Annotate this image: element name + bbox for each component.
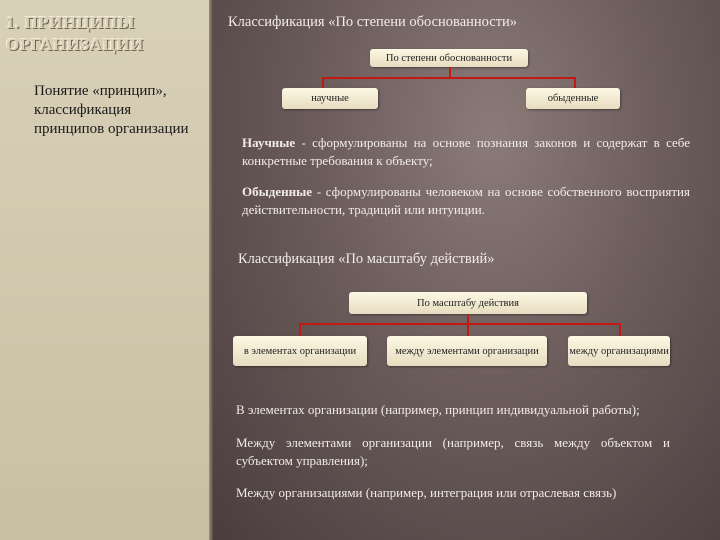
tree1-drop-right: [574, 77, 576, 88]
section1-heading: Классификация «По степени обоснованности»: [228, 14, 518, 30]
definition-scientific-term: Научные: [242, 135, 296, 150]
tree1-node-everyday: обыденные: [526, 88, 620, 109]
sidebar-panel: [0, 0, 210, 540]
tree2-drop-right: [619, 323, 621, 336]
definition-everyday: [242, 183, 690, 219]
tree2-node-within: в элементах организации: [233, 336, 367, 366]
definition-everyday-text: - сформулированы человеком на основе собственного восприятия действительности, традиций или интуиции.: [242, 184, 690, 217]
tree2-bar: [299, 323, 621, 325]
tree1-drop-left: [322, 77, 324, 88]
tree2-node-between-orgs: между организациями: [568, 336, 670, 366]
scope-item-between-orgs: Между организациями (например, интеграция или отраслевая связь): [236, 485, 617, 500]
tree2-drop-middle: [467, 323, 469, 336]
section2-heading: Классификация «По масштабу действий»: [238, 251, 495, 267]
scope-item-between-elements: Между элементами организации (например, связь между объектом и субъектом управления);: [236, 435, 670, 468]
scope-item-within: В элементах организации (например, принцип индивидуальной работы);: [236, 402, 640, 417]
tree2-drop-left: [299, 323, 301, 336]
tree1-root: По степени обоснованности: [370, 49, 528, 67]
tree1-node-scientific: научные: [282, 88, 378, 109]
content-panel: [213, 0, 720, 540]
slide-title: 1. ПРИНЦИПЫ ОРГАНИЗАЦИИ: [6, 13, 144, 54]
definition-scientific: [242, 134, 690, 170]
definition-scientific-text: - сформулированы на основе познания законов и содержат в себе конкретные требования к объекту;: [242, 135, 690, 168]
definition-everyday-term: Обыденные: [242, 184, 313, 199]
tree2-node-between-elements: между элементами организации: [387, 336, 547, 366]
tree2-root: По масштабу действия: [349, 292, 587, 314]
sidebar-text: Понятие «принцип», классификация принципов организации: [34, 83, 189, 137]
tree1-bar: [322, 77, 576, 79]
